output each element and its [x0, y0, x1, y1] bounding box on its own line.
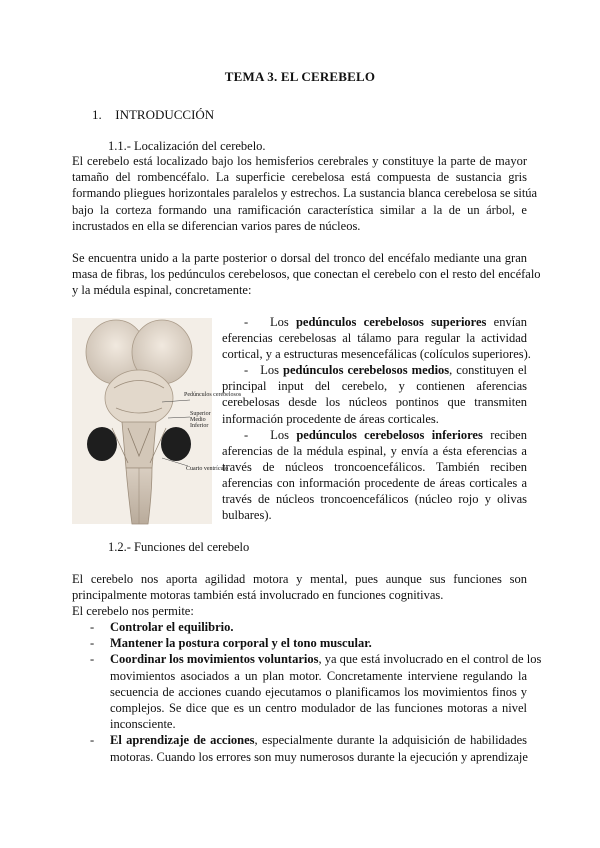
section-heading-introduccion: [92, 107, 214, 123]
text-line: aferencias con información procedente de áreas corticales a: [222, 475, 527, 490]
figure-label-cuarto-ventriculo: Cuarto ventrículo: [186, 466, 229, 472]
bullet-dash: -: [90, 620, 95, 634]
text-line: El cerebelo nos aporta agilidad motora y mental, pues aunque sus funciones son: [72, 572, 527, 586]
text-line: bajo la corteza formando una ramificación característica similar a la de un árbol, e: [72, 202, 527, 217]
text-line: incrustados en ella se diferencian varios pares de núcleos.: [72, 218, 361, 233]
text-line: [110, 619, 527, 635]
bullet-dash: -: [90, 636, 95, 651]
text-fragment: , ya que está involucrado en el control de los: [318, 652, 542, 667]
list-item-coordinar: [72, 651, 542, 732]
text-line: El cerebelo nos permite:: [72, 604, 194, 618]
list-item-aprendizaje: [72, 732, 527, 764]
text-line: [110, 732, 527, 748]
term-superiores: pedúnculos cerebelosos superiores: [295, 315, 487, 329]
subsection-heading-localizacion: 1.1.- Localización del cerebelo.: [108, 139, 266, 153]
text-fragment: , especialmente durante la adquisición de habilidades: [254, 733, 528, 748]
text-line: [222, 362, 527, 378]
text-line: secuencia de acciones cuando ejecutamos o planificamos los movimientos finos y: [110, 684, 527, 699]
text-line: tamaño del rombencéfalo. La superficie cerebelosa está compuesta de sustancia gris: [72, 170, 527, 185]
paragraph-union: [72, 250, 541, 299]
figure-label-inferior: Inferior: [190, 423, 209, 429]
paragraph-funciones: [72, 571, 527, 603]
term-inferiores: pedúnculos cerebelosos inferiores: [296, 427, 483, 442]
text-line: cortical, y a estructuras mesencefálicas (colículos superiores).: [222, 347, 531, 362]
term-coordinar: Coordinar los movimientos voluntarios: [110, 652, 319, 667]
text-line: motoras. Cuando los errores son muy numerosos durante la ejecución y aprendizaje: [110, 749, 528, 764]
list-item-equilibrio: [72, 619, 527, 635]
text-line: movimientos asociados a un plan motor. Concretamente interviene regulando la: [110, 668, 527, 683]
figure-label-medio: Medio: [190, 417, 206, 423]
text-line: información procedente de áreas corticales.: [222, 411, 439, 426]
paragraph-localizacion: [72, 153, 538, 234]
text-line: [222, 314, 527, 330]
section-label: INTRODUCCIÓN: [115, 107, 215, 122]
text-line: bulbares).: [222, 508, 272, 523]
brainstem-illustration: [72, 318, 242, 524]
text-line: inconsciente.: [110, 717, 176, 732]
text-line: través de núcleos troncoencefálicos (núcleo rojo y olivas: [222, 492, 527, 507]
text-line: aferencias de la médula espinal, y envía a ésta eferencias a: [222, 443, 527, 458]
text-line: formando pliegues horizontales paralelos y estrechos. La sustancia blanca cerebelosa se sitúa: [72, 186, 538, 201]
text-line: masa de fibras, los pedúnculos cerebelosos, que conectan el cerebelo con el resto del encéfalo: [72, 267, 541, 282]
list-item-inferiores: [222, 427, 527, 524]
text-line: eferencias cerebelosas al tálamo para regular la actividad: [222, 331, 527, 346]
bullet-dash: -: [90, 652, 95, 667]
term-postura: Mantener la postura corporal y el tono muscular.: [110, 636, 372, 651]
list-item-medios: [222, 362, 527, 426]
term-equilibrio: Controlar el equilibrio.: [110, 620, 234, 634]
subsection-heading-funciones: 1.2.- Funciones del cerebelo: [108, 540, 250, 554]
text-line: principalmente motoras también está involucrado en funciones cognitivas.: [72, 588, 444, 603]
bullet-dash: - Los: [244, 363, 283, 378]
text-line: principal input del cerebelo, y contienen aferencias: [222, 379, 527, 394]
term-aprendizaje: El aprendizaje de acciones: [110, 733, 255, 748]
text-line: [222, 427, 527, 443]
text-line: y la médula espinal, concretamente:: [72, 283, 252, 298]
bullet-dash: - Los: [244, 427, 297, 442]
text-line: [110, 651, 542, 667]
figure-label-pedunculos: Pedúnculos cerebelosos: [184, 392, 242, 398]
text-line: [110, 635, 527, 651]
peduncle-list: [222, 314, 531, 523]
text-line: través de núcleos troncoencefálicos. También reciben: [222, 459, 527, 474]
brainstem-figure: [72, 318, 242, 524]
section-number: 1.: [92, 107, 102, 122]
text-fragment: , constituyen el: [449, 363, 527, 378]
text-fragment: reciben: [482, 427, 527, 442]
page-title: TEMA 3. EL CEREBELO: [224, 69, 376, 84]
paragraph-permite: [72, 603, 527, 619]
list-item-postura: [72, 635, 527, 651]
figure-label-superior: Superior: [190, 411, 211, 417]
text-fragment: envían: [486, 315, 527, 329]
text-line: complejos. Se dice que es un centro modulador de las funciones motoras a nivel: [110, 701, 527, 716]
term-medios: pedúnculos cerebelosos medios: [283, 363, 450, 378]
function-list: [72, 619, 542, 765]
list-item-superiores: [222, 314, 531, 362]
text-line: cerebelosas desde los núcleos pontinos que transmiten: [222, 395, 527, 410]
text-line: El cerebelo está localizado bajo los hemisferios cerebrales y constituye la parte de mayor: [72, 154, 527, 168]
bullet-dash: - Los: [244, 315, 296, 329]
text-line: Se encuentra unido a la parte posterior o dorsal del tronco del encéfalo mediante una gran: [72, 251, 527, 265]
bullet-dash: -: [90, 733, 95, 748]
